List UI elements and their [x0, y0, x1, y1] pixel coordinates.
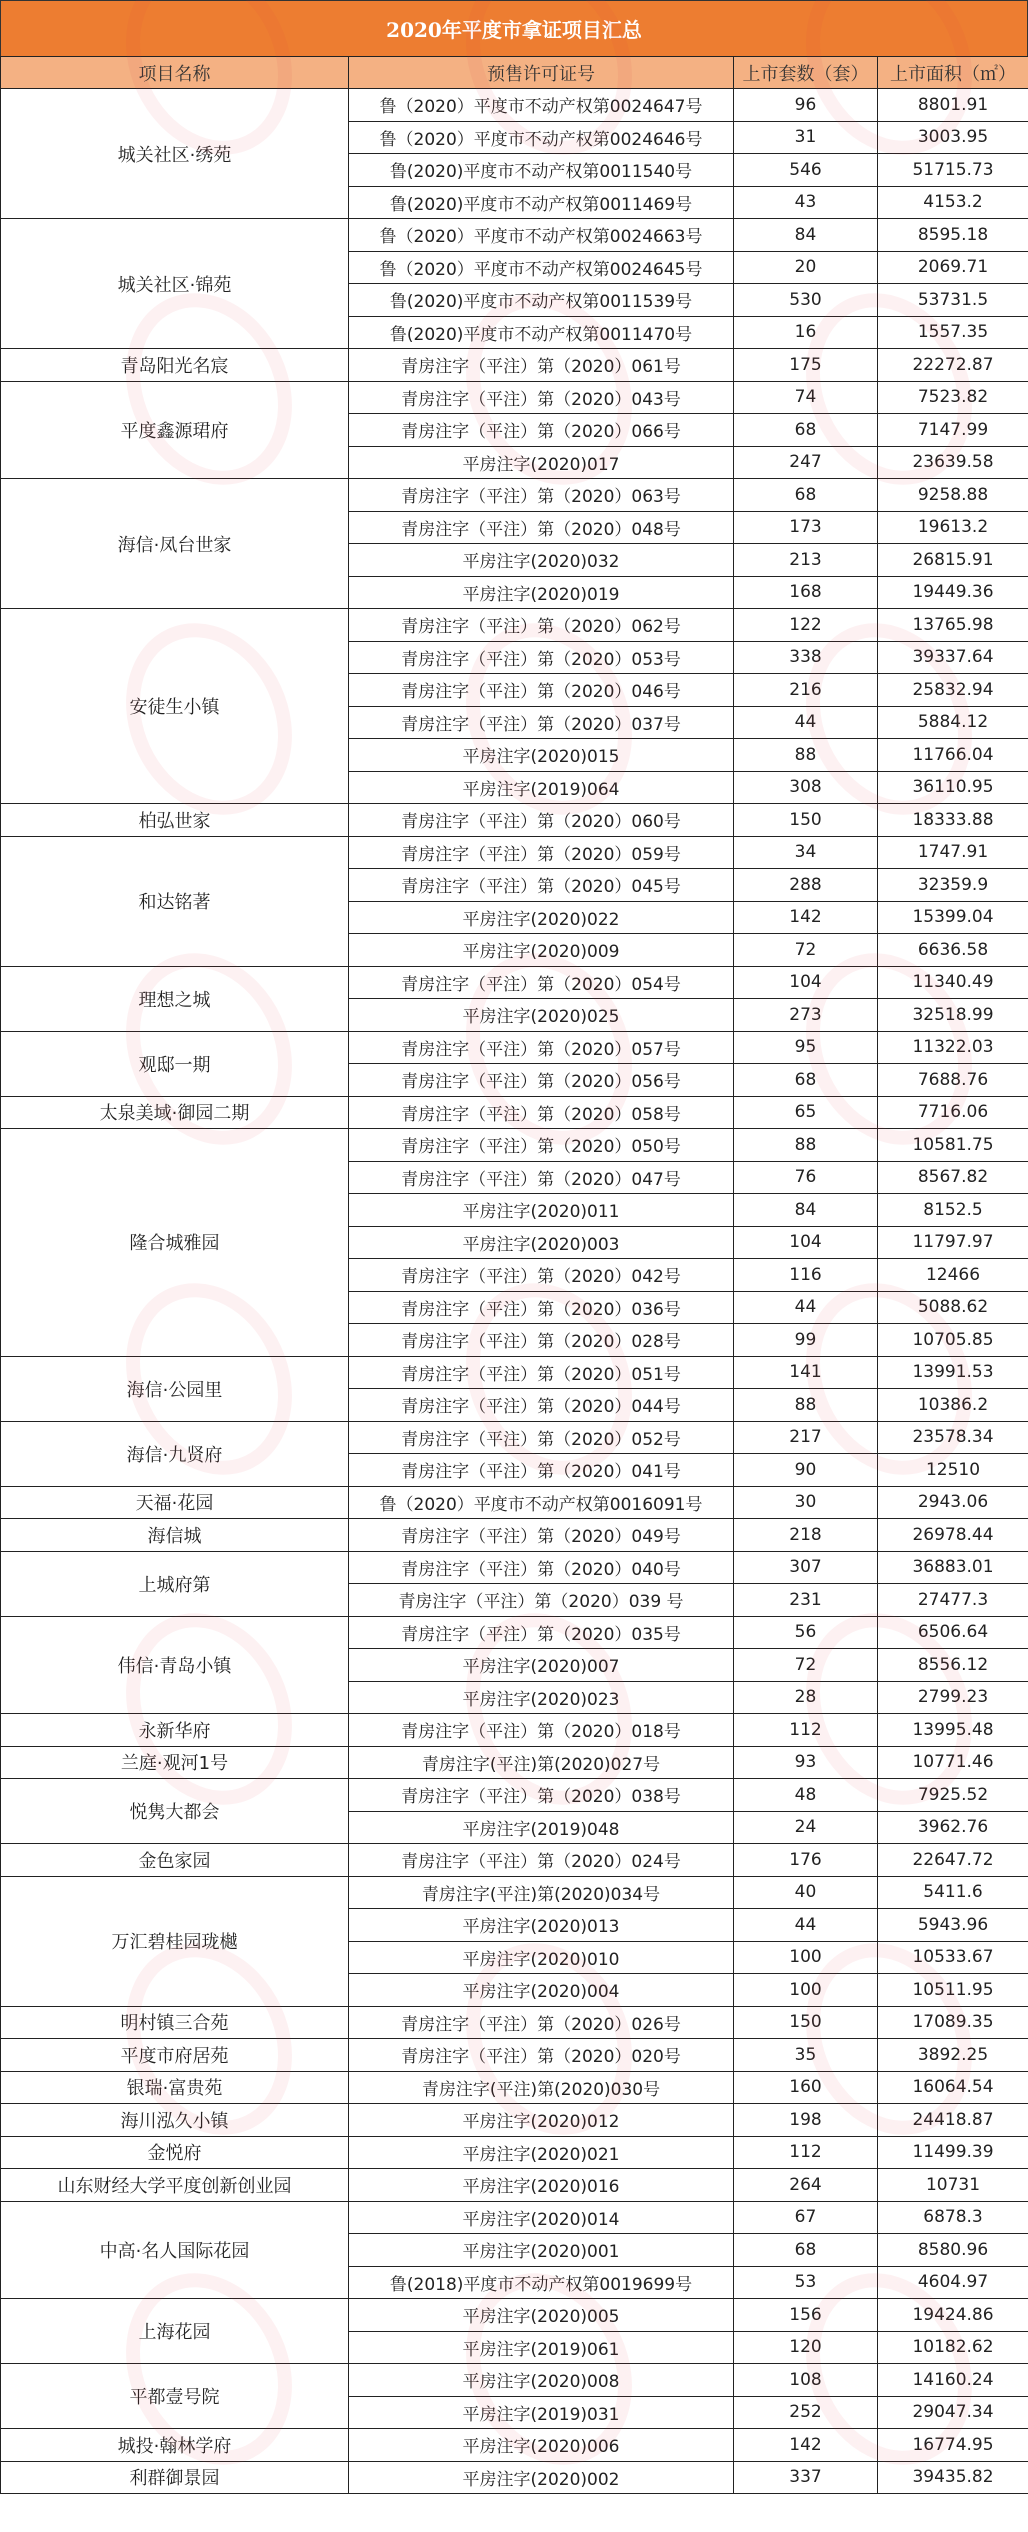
- units-cell: 175: [734, 349, 878, 382]
- units-cell: 142: [734, 2429, 878, 2462]
- area-cell: 13765.98: [878, 609, 1028, 642]
- permit-number-cell: 平房注字(2020)013: [349, 1909, 734, 1942]
- area-cell: 7925.52: [878, 1779, 1028, 1812]
- area-cell: 1747.91: [878, 836, 1028, 869]
- table-row: [1, 1096, 1028, 1129]
- table-title: 2020年平度市拿证项目汇总: [0, 0, 1028, 56]
- units-cell: 273: [734, 999, 878, 1032]
- units-cell: 150: [734, 2006, 878, 2039]
- header-permit-number: 预售许可证号: [349, 57, 734, 89]
- area-cell: 23578.34: [878, 1421, 1028, 1454]
- area-cell: 11797.97: [878, 1226, 1028, 1259]
- project-name-cell: 安徒生小镇: [1, 609, 349, 804]
- permit-number-cell: 平房注字(2020)005: [349, 2299, 734, 2332]
- permit-summary-table: [0, 56, 1028, 2494]
- units-cell: 72: [734, 1649, 878, 1682]
- area-cell: 24418.87: [878, 2104, 1028, 2137]
- area-cell: 22647.72: [878, 1844, 1028, 1877]
- permit-number-cell: 青房注字(平注)第(2020)034号: [349, 1876, 734, 1909]
- permit-number-cell: 平房注字(2019)031: [349, 2396, 734, 2429]
- area-cell: 15399.04: [878, 901, 1028, 934]
- area-cell: 39337.64: [878, 641, 1028, 674]
- permit-number-cell: 鲁（2020）平度市不动产权第0024663号: [349, 219, 734, 252]
- table-row: [1, 219, 1028, 252]
- permit-number-cell: 平房注字(2020)011: [349, 1194, 734, 1227]
- units-cell: 53: [734, 2266, 878, 2299]
- project-name-cell: 山东财经大学平度创新创业园: [1, 2169, 349, 2202]
- units-cell: 31: [734, 121, 878, 154]
- units-cell: 288: [734, 869, 878, 902]
- units-cell: 56: [734, 1616, 878, 1649]
- permit-number-cell: 平房注字(2020)025: [349, 999, 734, 1032]
- permit-number-cell: 鲁（2020）平度市不动产权第0024646号: [349, 121, 734, 154]
- units-cell: 44: [734, 1909, 878, 1942]
- units-cell: 44: [734, 1291, 878, 1324]
- table-row: [1, 349, 1028, 382]
- project-name-cell: 平都壹号院: [1, 2364, 349, 2429]
- permit-number-cell: 青房注字（平注）第（2020）020号: [349, 2039, 734, 2072]
- units-cell: 216: [734, 674, 878, 707]
- table-row: [1, 1519, 1028, 1552]
- permit-number-cell: 平房注字(2020)017: [349, 446, 734, 479]
- permit-number-cell: 鲁（2020）平度市不动产权第0024645号: [349, 251, 734, 284]
- area-cell: 25832.94: [878, 674, 1028, 707]
- permit-number-cell: 青房注字（平注）第（2020）026号: [349, 2006, 734, 2039]
- table-row: [1, 836, 1028, 869]
- units-cell: 150: [734, 804, 878, 837]
- area-cell: 8152.5: [878, 1194, 1028, 1227]
- project-name-cell: 海信·九贤府: [1, 1421, 349, 1486]
- project-name-cell: 城关社区·锦苑: [1, 219, 349, 349]
- table-row: [1, 1844, 1028, 1877]
- permit-number-cell: 平房注字(2020)019: [349, 576, 734, 609]
- permit-number-cell: 青房注字（平注）第（2020）042号: [349, 1259, 734, 1292]
- table-row: [1, 381, 1028, 414]
- area-cell: 10581.75: [878, 1129, 1028, 1162]
- units-cell: 231: [734, 1584, 878, 1617]
- table-row: [1, 479, 1028, 512]
- units-cell: 217: [734, 1421, 878, 1454]
- area-cell: 9258.88: [878, 479, 1028, 512]
- area-cell: 7523.82: [878, 381, 1028, 414]
- permit-number-cell: 青房注字（平注）第（2020）059号: [349, 836, 734, 869]
- project-name-cell: 金色家园: [1, 1844, 349, 1877]
- permit-number-cell: 鲁(2020)平度市不动产权第0011539号: [349, 284, 734, 317]
- project-name-cell: 上海花园: [1, 2299, 349, 2364]
- permit-number-cell: 青房注字（平注）第（2020）050号: [349, 1129, 734, 1162]
- table-row: [1, 2006, 1028, 2039]
- units-cell: 100: [734, 1941, 878, 1974]
- table-row: [1, 804, 1028, 837]
- table-row: [1, 89, 1028, 122]
- units-cell: 142: [734, 901, 878, 934]
- area-cell: 6506.64: [878, 1616, 1028, 1649]
- units-cell: 24: [734, 1811, 878, 1844]
- permit-number-cell: 青房注字（平注）第（2020）043号: [349, 381, 734, 414]
- area-cell: 5884.12: [878, 706, 1028, 739]
- permit-number-cell: 鲁(2018)平度市不动产权第0019699号: [349, 2266, 734, 2299]
- table-row: [1, 1421, 1028, 1454]
- units-cell: 122: [734, 609, 878, 642]
- header-area: 上市面积（㎡）: [878, 57, 1028, 89]
- table-row: [1, 1779, 1028, 1812]
- area-cell: 10771.46: [878, 1746, 1028, 1779]
- project-name-cell: 兰庭·观河1号: [1, 1746, 349, 1779]
- permit-number-cell: 平房注字(2019)064: [349, 771, 734, 804]
- project-name-cell: 上城府第: [1, 1551, 349, 1616]
- area-cell: 5088.62: [878, 1291, 1028, 1324]
- units-cell: 30: [734, 1486, 878, 1519]
- units-cell: 68: [734, 414, 878, 447]
- units-cell: 67: [734, 2201, 878, 2234]
- units-cell: 76: [734, 1161, 878, 1194]
- permit-number-cell: 平房注字(2020)032: [349, 544, 734, 577]
- units-cell: 68: [734, 2234, 878, 2267]
- area-cell: 36883.01: [878, 1551, 1028, 1584]
- area-cell: 26978.44: [878, 1519, 1028, 1552]
- project-name-cell: 海川泓久小镇: [1, 2104, 349, 2137]
- permit-number-cell: 鲁（2020）平度市不动产权第0024647号: [349, 89, 734, 122]
- header-units: 上市套数（套）: [734, 57, 878, 89]
- area-cell: 3003.95: [878, 121, 1028, 154]
- area-cell: 6636.58: [878, 934, 1028, 967]
- units-cell: 88: [734, 739, 878, 772]
- permit-number-cell: 青房注字（平注）第（2020）066号: [349, 414, 734, 447]
- units-cell: 99: [734, 1324, 878, 1357]
- area-cell: 22272.87: [878, 349, 1028, 382]
- project-name-cell: 万汇碧桂园珑樾: [1, 1876, 349, 2006]
- area-cell: 8595.18: [878, 219, 1028, 252]
- permit-number-cell: 平房注字(2020)009: [349, 934, 734, 967]
- table-row: [1, 609, 1028, 642]
- area-cell: 39435.82: [878, 2461, 1028, 2494]
- units-cell: 104: [734, 1226, 878, 1259]
- project-name-cell: 太泉美域·御园二期: [1, 1096, 349, 1129]
- table-row: [1, 1746, 1028, 1779]
- header-project-name: 项目名称: [1, 57, 349, 89]
- project-name-cell: 永新华府: [1, 1714, 349, 1747]
- table-body: [1, 89, 1028, 2494]
- project-name-cell: 金悦府: [1, 2136, 349, 2169]
- units-cell: 213: [734, 544, 878, 577]
- units-cell: 546: [734, 154, 878, 187]
- units-cell: 68: [734, 1064, 878, 1097]
- permit-number-cell: 平房注字(2020)004: [349, 1974, 734, 2007]
- area-cell: 29047.34: [878, 2396, 1028, 2429]
- table-row: [1, 1876, 1028, 1909]
- units-cell: 337: [734, 2461, 878, 2494]
- table-row: [1, 1129, 1028, 1162]
- area-cell: 18333.88: [878, 804, 1028, 837]
- permit-number-cell: 鲁(2020)平度市不动产权第0011470号: [349, 316, 734, 349]
- table-row: [1, 1616, 1028, 1649]
- permit-number-cell: 青房注字（平注）第（2020）038号: [349, 1779, 734, 1812]
- area-cell: 8556.12: [878, 1649, 1028, 1682]
- area-cell: 3962.76: [878, 1811, 1028, 1844]
- permit-number-cell: 青房注字（平注）第（2020）062号: [349, 609, 734, 642]
- area-cell: 10705.85: [878, 1324, 1028, 1357]
- area-cell: 36110.95: [878, 771, 1028, 804]
- units-cell: 43: [734, 186, 878, 219]
- units-cell: 108: [734, 2364, 878, 2397]
- permit-number-cell: 青房注字（平注）第（2020）060号: [349, 804, 734, 837]
- project-name-cell: 伟信·青岛小镇: [1, 1616, 349, 1714]
- permit-number-cell: 鲁（2020）平度市不动产权第0016091号: [349, 1486, 734, 1519]
- units-cell: 100: [734, 1974, 878, 2007]
- project-name-cell: 利群御景园: [1, 2461, 349, 2494]
- permit-number-cell: 平房注字(2020)003: [349, 1226, 734, 1259]
- permit-number-cell: 鲁(2020)平度市不动产权第0011469号: [349, 186, 734, 219]
- area-cell: 11499.39: [878, 2136, 1028, 2169]
- permit-number-cell: 青房注字（平注）第（2020）058号: [349, 1096, 734, 1129]
- permit-number-cell: 青房注字（平注）第（2020）024号: [349, 1844, 734, 1877]
- project-name-cell: 银瑞·富贵苑: [1, 2071, 349, 2104]
- units-cell: 90: [734, 1454, 878, 1487]
- units-cell: 307: [734, 1551, 878, 1584]
- area-cell: 13991.53: [878, 1356, 1028, 1389]
- units-cell: 96: [734, 89, 878, 122]
- area-cell: 11766.04: [878, 739, 1028, 772]
- permit-number-cell: 青房注字（平注）第（2020）047号: [349, 1161, 734, 1194]
- area-cell: 10386.2: [878, 1389, 1028, 1422]
- area-cell: 51715.73: [878, 154, 1028, 187]
- area-cell: 6878.3: [878, 2201, 1028, 2234]
- area-cell: 12510: [878, 1454, 1028, 1487]
- table-row: [1, 1551, 1028, 1584]
- area-cell: 53731.5: [878, 284, 1028, 317]
- units-cell: 160: [734, 2071, 878, 2104]
- permit-number-cell: 青房注字（平注）第（2020）036号: [349, 1291, 734, 1324]
- area-cell: 27477.3: [878, 1584, 1028, 1617]
- area-cell: 17089.35: [878, 2006, 1028, 2039]
- permit-number-cell: 平房注字(2020)015: [349, 739, 734, 772]
- units-cell: 173: [734, 511, 878, 544]
- permit-number-cell: 青房注字（平注）第（2020）045号: [349, 869, 734, 902]
- area-cell: 8580.96: [878, 2234, 1028, 2267]
- area-cell: 4153.2: [878, 186, 1028, 219]
- project-name-cell: 青岛阳光名宸: [1, 349, 349, 382]
- permit-number-cell: 青房注字(平注)第(2020)027号: [349, 1746, 734, 1779]
- permit-number-cell: 青房注字（平注）第（2020）037号: [349, 706, 734, 739]
- units-cell: 141: [734, 1356, 878, 1389]
- project-name-cell: 平度市府居苑: [1, 2039, 349, 2072]
- table-row: [1, 2039, 1028, 2072]
- table-row: [1, 1714, 1028, 1747]
- area-cell: 14160.24: [878, 2364, 1028, 2397]
- units-cell: 16: [734, 316, 878, 349]
- units-cell: 308: [734, 771, 878, 804]
- area-cell: 3892.25: [878, 2039, 1028, 2072]
- table-row: [1, 2429, 1028, 2462]
- units-cell: 112: [734, 1714, 878, 1747]
- project-name-cell: 平度鑫源珺府: [1, 381, 349, 479]
- area-cell: 7716.06: [878, 1096, 1028, 1129]
- units-cell: 168: [734, 576, 878, 609]
- area-cell: 10533.67: [878, 1941, 1028, 1974]
- units-cell: 176: [734, 1844, 878, 1877]
- units-cell: 93: [734, 1746, 878, 1779]
- project-name-cell: 观邸一期: [1, 1031, 349, 1096]
- table-row: [1, 2201, 1028, 2234]
- permit-number-cell: 青房注字（平注）第（2020）056号: [349, 1064, 734, 1097]
- area-cell: 10511.95: [878, 1974, 1028, 2007]
- table-row: [1, 2299, 1028, 2332]
- permit-number-cell: 青房注字（平注）第（2020）048号: [349, 511, 734, 544]
- permit-number-cell: 青房注字(平注)第(2020)030号: [349, 2071, 734, 2104]
- area-cell: 10182.62: [878, 2331, 1028, 2364]
- permit-number-cell: 平房注字(2020)023: [349, 1681, 734, 1714]
- permit-number-cell: 青房注字（平注）第（2020）049号: [349, 1519, 734, 1552]
- project-name-cell: 海信城: [1, 1519, 349, 1552]
- permit-number-cell: 青房注字（平注）第（2020）052号: [349, 1421, 734, 1454]
- project-name-cell: 海信·公园里: [1, 1356, 349, 1421]
- area-cell: 5943.96: [878, 1909, 1028, 1942]
- units-cell: 40: [734, 1876, 878, 1909]
- units-cell: 68: [734, 479, 878, 512]
- permit-number-cell: 青房注字（平注）第（2020）053号: [349, 641, 734, 674]
- units-cell: 104: [734, 966, 878, 999]
- units-cell: 34: [734, 836, 878, 869]
- area-cell: 11340.49: [878, 966, 1028, 999]
- permit-number-cell: 青房注字（平注）第（2020）040号: [349, 1551, 734, 1584]
- permit-number-cell: 青房注字（平注）第（2020）018号: [349, 1714, 734, 1747]
- permit-number-cell: 青房注字（平注）第（2020）028号: [349, 1324, 734, 1357]
- permit-number-cell: 平房注字(2020)001: [349, 2234, 734, 2267]
- area-cell: 8567.82: [878, 1161, 1028, 1194]
- project-name-cell: 和达铭著: [1, 836, 349, 966]
- permit-number-cell: 青房注字（平注）第（2020）063号: [349, 479, 734, 512]
- permit-number-cell: 平房注字(2020)021: [349, 2136, 734, 2169]
- units-cell: 247: [734, 446, 878, 479]
- area-cell: 19613.2: [878, 511, 1028, 544]
- project-name-cell: 悦隽大都会: [1, 1779, 349, 1844]
- units-cell: 72: [734, 934, 878, 967]
- project-name-cell: 海信·凤台世家: [1, 479, 349, 609]
- area-cell: 8801.91: [878, 89, 1028, 122]
- project-name-cell: 城投·翰林学府: [1, 2429, 349, 2462]
- units-cell: 338: [734, 641, 878, 674]
- area-cell: 7688.76: [878, 1064, 1028, 1097]
- units-cell: 116: [734, 1259, 878, 1292]
- permit-number-cell: 青房注字（平注）第（2020）057号: [349, 1031, 734, 1064]
- project-name-cell: 柏弘世家: [1, 804, 349, 837]
- area-cell: 13995.48: [878, 1714, 1028, 1747]
- area-cell: 26815.91: [878, 544, 1028, 577]
- units-cell: 120: [734, 2331, 878, 2364]
- units-cell: 44: [734, 706, 878, 739]
- area-cell: 2799.23: [878, 1681, 1028, 1714]
- project-name-cell: 明村镇三合苑: [1, 2006, 349, 2039]
- project-name-cell: 理想之城: [1, 966, 349, 1031]
- permit-number-cell: 平房注字(2020)010: [349, 1941, 734, 1974]
- permit-number-cell: 鲁(2020)平度市不动产权第0011540号: [349, 154, 734, 187]
- area-cell: 23639.58: [878, 446, 1028, 479]
- units-cell: 156: [734, 2299, 878, 2332]
- permit-number-cell: 青房注字（平注）第（2020）044号: [349, 1389, 734, 1422]
- area-cell: 5411.6: [878, 1876, 1028, 1909]
- permit-number-cell: 平房注字(2019)061: [349, 2331, 734, 2364]
- units-cell: 88: [734, 1129, 878, 1162]
- area-cell: 2069.71: [878, 251, 1028, 284]
- units-cell: 218: [734, 1519, 878, 1552]
- permit-number-cell: 青房注字（平注）第（2020）061号: [349, 349, 734, 382]
- permit-number-cell: 平房注字(2020)007: [349, 1649, 734, 1682]
- units-cell: 95: [734, 1031, 878, 1064]
- area-cell: 2943.06: [878, 1486, 1028, 1519]
- table-row: [1, 1031, 1028, 1064]
- units-cell: 264: [734, 2169, 878, 2202]
- table-row: [1, 966, 1028, 999]
- permit-number-cell: 平房注字(2020)022: [349, 901, 734, 934]
- permit-number-cell: 平房注字(2020)006: [349, 2429, 734, 2462]
- table-row: [1, 2364, 1028, 2397]
- units-cell: 84: [734, 1194, 878, 1227]
- area-cell: 11322.03: [878, 1031, 1028, 1064]
- units-cell: 20: [734, 251, 878, 284]
- area-cell: 1557.35: [878, 316, 1028, 349]
- units-cell: 112: [734, 2136, 878, 2169]
- area-cell: 32518.99: [878, 999, 1028, 1032]
- header-row: [1, 57, 1028, 89]
- area-cell: 7147.99: [878, 414, 1028, 447]
- table-row: [1, 1486, 1028, 1519]
- units-cell: 28: [734, 1681, 878, 1714]
- table-row: [1, 2136, 1028, 2169]
- permit-number-cell: 青房注字（平注）第（2020）046号: [349, 674, 734, 707]
- table-row: [1, 2169, 1028, 2202]
- permit-number-cell: 平房注字(2020)016: [349, 2169, 734, 2202]
- permit-number-cell: 平房注字(2020)012: [349, 2104, 734, 2137]
- permit-number-cell: 平房注字(2019)048: [349, 1811, 734, 1844]
- permit-number-cell: 青房注字（平注）第（2020）054号: [349, 966, 734, 999]
- area-cell: 4604.97: [878, 2266, 1028, 2299]
- area-cell: 19449.36: [878, 576, 1028, 609]
- permit-number-cell: 平房注字(2020)002: [349, 2461, 734, 2494]
- units-cell: 65: [734, 1096, 878, 1129]
- area-cell: 16064.54: [878, 2071, 1028, 2104]
- permit-number-cell: 青房注字（平注）第（2020）039 号: [349, 1584, 734, 1617]
- units-cell: 198: [734, 2104, 878, 2137]
- table-row: [1, 2071, 1028, 2104]
- units-cell: 84: [734, 219, 878, 252]
- permit-number-cell: 平房注字(2020)008: [349, 2364, 734, 2397]
- project-name-cell: 隆合城雅园: [1, 1129, 349, 1357]
- units-cell: 74: [734, 381, 878, 414]
- project-name-cell: 城关社区·绣苑: [1, 89, 349, 219]
- area-cell: 32359.9: [878, 869, 1028, 902]
- area-cell: 16774.95: [878, 2429, 1028, 2462]
- units-cell: 252: [734, 2396, 878, 2429]
- permit-number-cell: 青房注字（平注）第（2020）035号: [349, 1616, 734, 1649]
- units-cell: 88: [734, 1389, 878, 1422]
- table-row: [1, 2104, 1028, 2137]
- permit-number-cell: 青房注字（平注）第（2020）051号: [349, 1356, 734, 1389]
- project-name-cell: 天福·花园: [1, 1486, 349, 1519]
- permit-number-cell: 平房注字(2020)014: [349, 2201, 734, 2234]
- area-cell: 10731: [878, 2169, 1028, 2202]
- area-cell: 12466: [878, 1259, 1028, 1292]
- project-name-cell: 中高·名人国际花园: [1, 2201, 349, 2299]
- table-row: [1, 2461, 1028, 2494]
- units-cell: 48: [734, 1779, 878, 1812]
- permit-number-cell: 青房注字（平注）第（2020）041号: [349, 1454, 734, 1487]
- units-cell: 530: [734, 284, 878, 317]
- area-cell: 19424.86: [878, 2299, 1028, 2332]
- units-cell: 35: [734, 2039, 878, 2072]
- table-row: [1, 1356, 1028, 1389]
